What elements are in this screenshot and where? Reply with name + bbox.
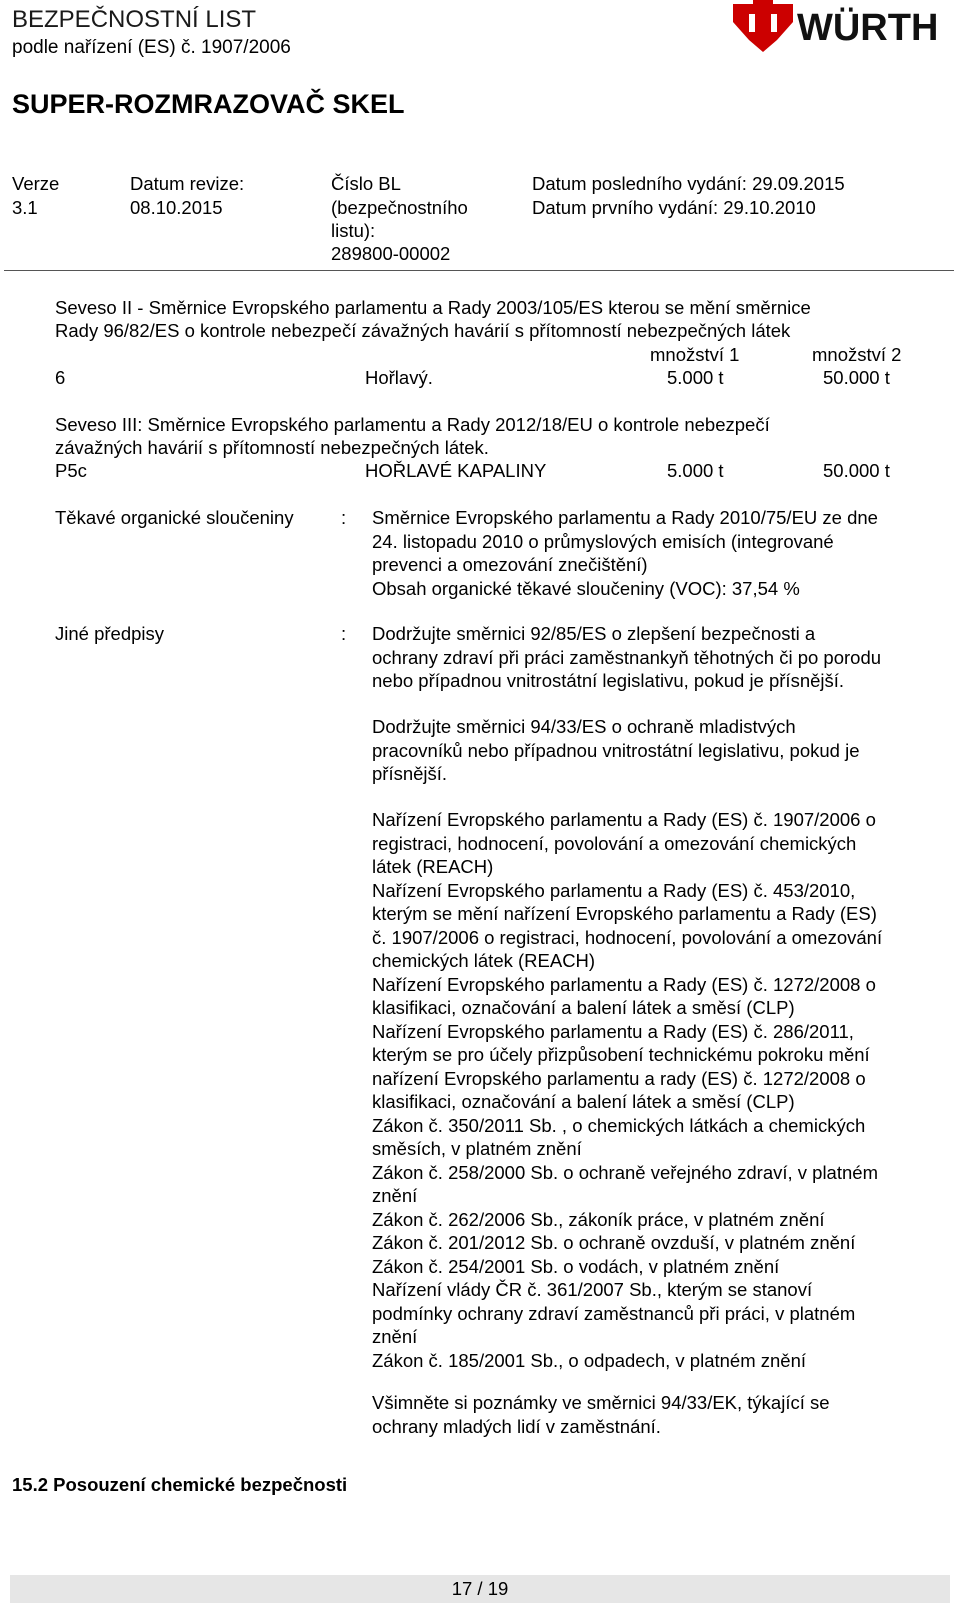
other-line: znění bbox=[372, 1326, 418, 1347]
seveso2-row-q2: 50.000 t bbox=[823, 367, 890, 388]
other-line: ochrany zdraví při práci zaměstnankyň těhotných či po porodu bbox=[372, 646, 882, 668]
seveso3-line2: závažných havárií s přítomností nebezpečných látek. bbox=[55, 437, 489, 458]
wurth-logo-text: WÜRTH bbox=[797, 7, 939, 49]
seveso2-line2: Rady 96/82/ES o kontrole nebezpečí závažných havárií s přítomností nebezpečných látek bbox=[55, 320, 791, 341]
voc-line: Obsah organické těkavé sloučeniny (VOC): 37,54 % bbox=[372, 577, 800, 599]
voc-line: Směrnice Evropského parlamentu a Rady 2010/75/EU ze dne bbox=[372, 507, 878, 528]
other-line: látek (REACH) bbox=[372, 856, 494, 877]
other-line: pracovníků nebo případnou vnitrostátní legislativu, pokud je bbox=[372, 739, 860, 761]
seveso2-row-q1: 5.000 t bbox=[667, 367, 724, 388]
other-line: Zákon č. 258/2000 Sb. o ochraně veřejného zdraví, v platném bbox=[372, 1161, 878, 1183]
other-line: nařízení Evropského parlamentu a rady (ES) č. 1272/2008 o bbox=[372, 1067, 866, 1089]
seveso2-col-q1: množství 1 bbox=[650, 344, 740, 365]
other-line: znění bbox=[372, 1185, 418, 1206]
header-divider bbox=[4, 270, 954, 271]
other-line: Zákon č. 262/2006 Sb., zákoník práce, v platném znění bbox=[372, 1208, 825, 1230]
first-issue-date: Datum prvního vydání: 29.10.2010 bbox=[532, 197, 816, 218]
voc-line: 24. listopadu 2010 o průmyslových emisích (integrované bbox=[372, 530, 834, 552]
last-issue-date: Datum posledního vydání: 29.09.2015 bbox=[532, 173, 845, 194]
revision-value: 08.10.2015 bbox=[130, 197, 223, 218]
seveso3-row-q2: 50.000 t bbox=[823, 460, 890, 481]
version-label: Verze bbox=[12, 173, 60, 194]
other-line: Nařízení Evropského parlamentu a Rady (ES) č. 1907/2006 o bbox=[372, 809, 876, 830]
other-line: směsích, v platném znění bbox=[372, 1138, 582, 1159]
page-number: 17 / 19 bbox=[451, 1578, 509, 1599]
other-line: chemických látek (REACH) bbox=[372, 950, 596, 971]
voc-colon: : bbox=[341, 507, 347, 528]
other-line: Nařízení Evropského parlamentu a Rady (ES) č. 1272/2008 o bbox=[372, 973, 876, 995]
other-line: kterým se pro účely přizpůsobení technickému pokroku mění bbox=[372, 1044, 870, 1065]
seveso3-row-name: HOŘLAVÉ KAPALINY bbox=[365, 460, 547, 481]
bl-label-2: (bezpečnostního bbox=[331, 197, 468, 218]
seveso2-col-q2: množství 2 bbox=[812, 344, 902, 365]
other-para1 bbox=[372, 622, 957, 693]
other-line: registraci, hodnocení, povolování a omezování chemických bbox=[372, 832, 857, 854]
other-line: podmínky ochrany zdraví zaměstnanců při práci, v platném bbox=[372, 1302, 856, 1324]
other-colon: : bbox=[341, 623, 347, 644]
wurth-logo bbox=[733, 0, 955, 52]
other-line: Dodržujte směrnici 92/85/ES o zlepšení bezpečnosti a bbox=[372, 623, 816, 644]
other-line: Zákon č. 185/2001 Sb., o odpadech, v platném znění bbox=[372, 1349, 807, 1371]
seveso3-row-code: P5c bbox=[55, 460, 87, 481]
other-line: Všimněte si poznámky ve směrnici 94/33/EK, týkající se bbox=[372, 1392, 830, 1413]
voc-label: Těkavé organické sloučeniny bbox=[55, 507, 294, 528]
other-line: kterým se mění nařízení Evropského parlamentu a Rady (ES) bbox=[372, 903, 877, 924]
other-para4 bbox=[372, 1391, 957, 1438]
regulation-reference: podle nařízení (ES) č. 1907/2006 bbox=[12, 37, 291, 58]
other-line: Nařízení Evropského parlamentu a Rady (ES) č. 286/2011, bbox=[372, 1020, 854, 1042]
seveso2-row-code: 6 bbox=[55, 367, 66, 388]
other-para3 bbox=[372, 808, 957, 1372]
other-line: ochrany mladých lidí v zaměstnání. bbox=[372, 1415, 661, 1437]
other-line: Zákon č. 350/2011 Sb. , o chemických látkách a chemických bbox=[372, 1114, 866, 1136]
other-line: Zákon č. 254/2001 Sb. o vodách, v platném znění bbox=[372, 1255, 780, 1277]
section-heading: 15.2 Posouzení chemické bezpečnosti bbox=[12, 1474, 348, 1495]
voc-line: prevenci a omezování znečištění) bbox=[372, 554, 648, 575]
seveso2-line1: Seveso II - Směrnice Evropského parlamentu a Rady 2003/105/ES kterou se mění směrnice bbox=[55, 297, 811, 318]
other-line: č. 1907/2006 o registraci, hodnocení, povolování a omezování bbox=[372, 926, 883, 948]
product-name: SUPER-ROZMRAZOVAČ SKEL bbox=[12, 89, 405, 119]
other-line: Dodržujte směrnici 94/33/ES o ochraně mladistvých bbox=[372, 716, 796, 737]
other-line: Nařízení Evropského parlamentu a Rady (ES) č. 453/2010, bbox=[372, 879, 856, 901]
seveso2-row-name: Hořlavý. bbox=[365, 367, 433, 388]
other-line: klasifikaci, označování a balení látek a směsí (CLP) bbox=[372, 1091, 795, 1112]
bl-label-1: Číslo BL bbox=[331, 173, 401, 194]
other-label: Jiné předpisy bbox=[55, 623, 165, 644]
document-title: BEZPEČNOSTNÍ LIST bbox=[12, 6, 257, 33]
other-line: Nařízení vlády ČR č. 361/2007 Sb., kterým se stanoví bbox=[372, 1279, 813, 1300]
other-para2 bbox=[372, 715, 957, 786]
bl-label-3: listu): bbox=[331, 220, 376, 241]
voc-text bbox=[372, 506, 957, 600]
version-value: 3.1 bbox=[12, 197, 38, 218]
seveso3-row-q1: 5.000 t bbox=[667, 460, 724, 481]
other-line: nebo případnou vnitrostátní legislativu, pokud je přísnější. bbox=[372, 670, 845, 691]
other-line: klasifikaci, označování a balení látek a směsí (CLP) bbox=[372, 997, 795, 1018]
other-line: přísnější. bbox=[372, 763, 448, 784]
bl-number: 289800-00002 bbox=[331, 243, 451, 264]
other-line: Zákon č. 201/2012 Sb. o ochraně ovzduší, v platném znění bbox=[372, 1232, 856, 1253]
revision-label: Datum revize: bbox=[130, 173, 245, 194]
seveso3-line1: Seveso III: Směrnice Evropského parlamentu a Rady 2012/18/EU o kontrole nebezpečí bbox=[55, 414, 770, 435]
